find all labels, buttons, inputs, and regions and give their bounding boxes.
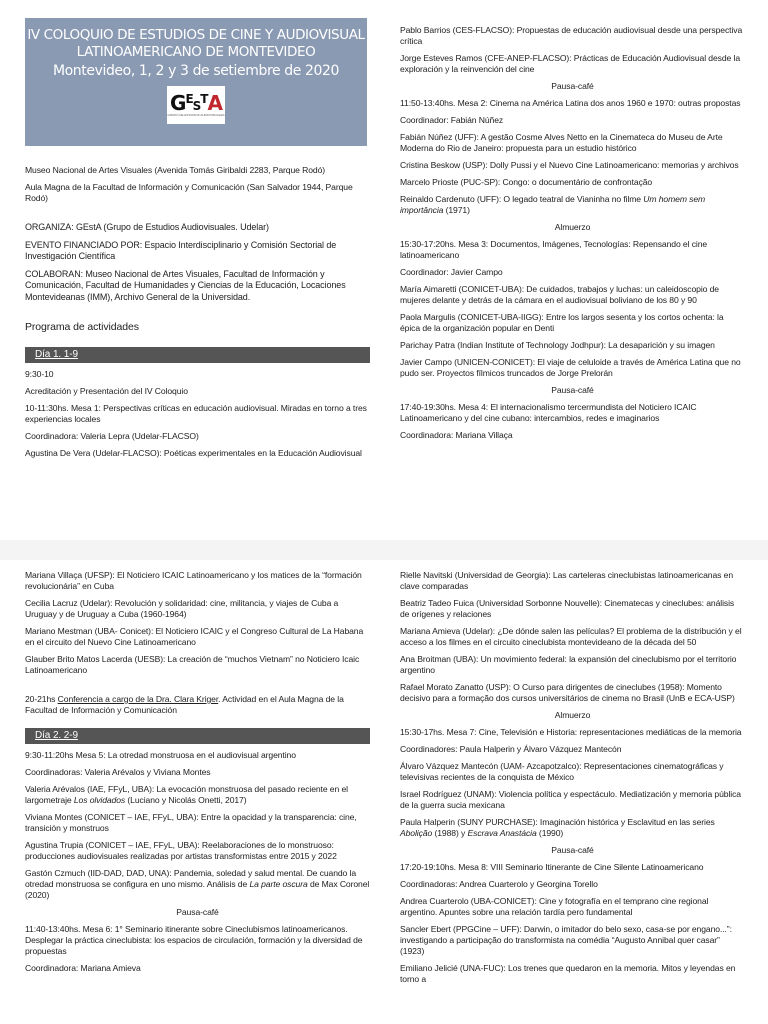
presenter-text: (Luciano y Nicolás Onetti, 2017): [125, 795, 247, 805]
programa-title: Programa de actividades: [25, 321, 139, 334]
mesa-3-presenter: Paola Margulis (CONICET-UBA-IIGG): Entre los largos sesenta y los cortos ochenta: la épica de la organización popular en Denti: [400, 312, 724, 333]
mesa-2-coordinator: Coordinador: Fabián Núñez: [400, 115, 504, 125]
mesa-1-presenter: Pablo Barrios (CES-FLACSO): Propuestas de educación audiovisual desde una perspectiva crítica: [400, 25, 743, 46]
mesa-6-title: 11:40-13:40hs. Mesa 6: 1° Seminario itinerante sobre Cineclubismos latinoamericanos. Desplegar la práctica cineclubista: los espacios de circulación, formación y la diversidad de propuestas: [25, 924, 363, 956]
mesa-5-coordinator: Coordinadoras: Valeria Arévalos y Viviana Montes: [25, 767, 211, 777]
mesa-7-presenter: [400, 817, 745, 839]
mesa-8-coordinator: Coordinadoras: Andrea Cuarterolo y Georgina Torello: [400, 879, 598, 889]
header-title-line-1: IV COLOQUIO DE ESTUDIOS DE CINE Y AUDIOVISUAL: [27, 27, 365, 43]
pausa-cafe: Pausa-café: [176, 907, 219, 917]
mesa-4-presenter: Cecilia Lacruz (Udelar): Revolución y solidaridad: cine, militancia, y viajes de Cuba a Uruguay y de Uruguay a Cuba (1960-1964): [25, 598, 339, 619]
mesa-3-presenter: Parichay Patra (Indian Institute of Technology Jodhpur): La desaparición y su imagen: [400, 340, 715, 350]
venue-aula-magna: Aula Magna de la Facultad de Información y Comunicación (San Salvador 1944, Parque Rodó): [25, 182, 353, 203]
mesa-3-coordinator: Coordinador: Javier Campo: [400, 267, 503, 277]
organiza-text: ORGANIZA: GEstA (Grupo de Estudios Audiovisuales. Udelar): [25, 222, 269, 232]
mesa-7-title: 15:30-17hs. Mesa 7: Cine, Televisión e Historia: representaciones mediáticas de la memoria: [400, 727, 742, 737]
conferencia-speaker: Conferencia a cargo de la Dra. Clara Kriger: [57, 694, 219, 704]
day1-time: 9:30-10: [25, 368, 54, 379]
mesa-2-presenter: [400, 194, 745, 216]
program-page-2: [0, 560, 768, 1024]
film-title: Los olvidados: [73, 795, 126, 805]
mesa-8-presenter: Andrea Cuarterolo (UBA-CONICET): Cine y fotografía en el temprano cine regional argentino. Apuntes sobre una relación tardía pero fundamental: [400, 896, 709, 917]
logo-letter-s: S: [192, 99, 201, 114]
logo-letter-t: T: [200, 92, 208, 107]
presenter-text: (1971): [443, 205, 470, 215]
right-column-page-2: [400, 570, 745, 991]
mesa-5-title: 9:30-11:20hs Mesa 5: La otredad monstruosa en el audiovisual argentino: [25, 750, 296, 760]
mesa-2-presenter: Fabián Núñez (UFF): A gestão Cosme Alves Netto en la Cinemateca do Museu de Arte Moderna do Rio de Janeiro: propuesta para un estudio histórico: [400, 132, 723, 153]
mesa-2-presenter: Cristina Beskow (USP): Dolly Pussi y el Nuevo Cine Latinoamericano: memorias y archivos: [400, 160, 739, 170]
mesa-6-coordinator: Coordinadora: Mariana Amieva: [25, 963, 141, 973]
mesa-6-presenter: Ana Broitman (UBA): Un movimiento federal: la expansión del cineclubismo por el territorio argentino: [400, 654, 737, 675]
colaboran-text: COLABORAN: Museo Nacional de Artes Visuales, Facultad de Información y Comunicación, Facultad de Humanidades y Ciencias de la Educación, Locaciones Montevideanas (IMM), Archivo General de la Universidad.: [25, 268, 346, 302]
left-column-page-1: [25, 165, 370, 465]
film-title: Um homem sem importância: [400, 194, 706, 215]
financiado-text: EVENTO FINANCIADO POR: Espacio Interdisciplinario y Comisión Sectorial de Investigación Científica: [25, 239, 337, 262]
mesa-5-presenter: [25, 868, 370, 901]
mesa-3-presenter: María Aimaretti (CONICET-UBA): De cuidados, trabajos y luchas: un caleidoscopio de mujeres delante y detrás de la cámara en el audiovisual boliviano de los 80 y 90: [400, 284, 719, 305]
left-column-page-2: [25, 570, 370, 980]
mesa-1-title: 10-11:30hs. Mesa 1: Perspectivas críticas en educación audiovisual. Miradas en torno a tres experiencias locales: [25, 402, 367, 424]
gesta-logo: [167, 86, 225, 124]
mesa-6-presenter: Mariana Amieva (Udelar): ¿De dónde salen las películas? El problema de la distribución y el acceso a los filmes en el circuito cineclubista montevideano de la década del 50: [400, 626, 742, 647]
logo-letter-a: A: [207, 91, 222, 116]
day-2-header: Día 2. 2-9: [25, 728, 370, 744]
mesa-6-presenter: Rielle Navitski (Universidad de Georgia): Las carteleras cineclubistas latinoamericanas en clave comparadas: [400, 570, 733, 591]
mesa-8-presenter: Emiliano Jelicié (UNA-FUC): Los trenes que quedaron en la memoria. Mitos y leyendas en torno a: [400, 963, 736, 984]
mesa-5-presenter: Viviana Montes (CONICET – IAE, FFyL, UBA): Entre la opacidad y la transparencia: cine, transición y monstruos: [25, 812, 357, 833]
mesa-2-presenter: Marcelo Prioste (PUC-SP): Congo: o documentário de confrontação: [400, 177, 653, 187]
conferencia-details: . Actividad en el Aula Magna de la Facultad de Información y Comunicación: [25, 694, 344, 715]
almuerzo: Almuerzo: [554, 710, 591, 720]
mesa-4-presenter: Mariana Villaça (UFSP): El Noticiero ICAIC Latinoamericano y los matices de la “formación revolucionária” en Cuba: [25, 570, 362, 591]
presenter-text: Reinaldo Cardenuto (UFF): O legado teatral de Vianinha no filme: [400, 194, 644, 204]
presenter-text: Valeria Arévalos (IAE, FFyL, UBA): La evocación monstruosa del pasado reciente en el largometraje: [25, 784, 348, 805]
header-dates: Montevideo, 1, 2 y 3 de setiembre de 2020: [52, 62, 340, 79]
mesa-5-presenter: [25, 784, 370, 806]
film-title: La parte oscura: [249, 879, 308, 889]
logo-letter-e: E: [185, 92, 193, 107]
presenter-text: (1990): [536, 828, 564, 838]
mesa-1-presenter: Jorge Esteves Ramos (CFE-ANEP-FLACSO): Prácticas de Educación Audiovisual desde la exploración y la reinvención del cine: [400, 53, 740, 74]
header-banner: [25, 18, 367, 146]
mesa-7-presenter: Israel Rodríguez (UNAM): Violencia política y espectáculo. Mediatización y memoria pública de la guerra sucia mexicana: [400, 789, 741, 810]
series-title: Escrava Anastácia: [467, 828, 537, 838]
mesa-7-coordinator: Coordinadores: Paula Halperin y Álvaro Vázquez Mantecón: [400, 744, 622, 754]
mesa-5-presenter: Agustina Trupia (CONICET – IAE, FFyL, UBA): Reelaboraciones de lo monstruoso: producciones audiovisuales realizadas por artistas transformistas entre 2015 y 2022: [25, 840, 337, 861]
conferencia: [25, 694, 370, 716]
mesa-8-presenter: Sancler Ebert (PPGCine – UFF): Darwin, o imitador do belo sexo, casa-se por engano...”: investigando a participação do transformista na comédia “Augusto Annibal quer casar” (1923): [400, 924, 732, 956]
almuerzo: Almuerzo: [554, 222, 591, 232]
page-separator: [0, 540, 768, 560]
mesa-4-presenter: Mariano Mestman (UBA- Conicet): El Noticiero ICAIC y el Congreso Cultural de La Habana en el circuito del Nuevo Cine Latinoamericano: [25, 626, 364, 647]
series-title: Abolição: [400, 828, 433, 838]
logo-subtitle: GRUPO DE ESTUDIOS AUDIOVISUALES: [167, 113, 225, 118]
mesa-7-presenter: Álvaro Vázquez Mantecón (UAM- Azcapotzalco): Representaciones cinematográficas y televisivas recientes de la conquista de México: [400, 761, 724, 782]
presenter-text: Gastón Czmuch (IID-DAD, DAD, UNA): Pandemia, soledad y salud mental. De cuando la otredad monstruosa se configura en uno mismo. Análisis de: [25, 868, 357, 889]
mesa-4-coordinator: Coordinadora: Mariana Villaça: [400, 430, 513, 440]
pausa-cafe: Pausa-café: [551, 845, 594, 855]
logo-letter-g: G: [170, 91, 186, 116]
mesa-6-presenter: Beatriz Tadeo Fuica (Universidad Sorbonne Nouvelle): Cinematecas y cineclubes: análisis de orígenes y relaciones: [400, 598, 735, 619]
venue-museo: Museo Nacional de Artes Visuales (Avenida Tomás Giribaldi 2283, Parque Rodó): [25, 165, 326, 175]
mesa-4-presenter: Glauber Brito Matos Lacerda (UESB): La creación de “muchos Vietnam” no Noticiero Icaic Latinoamericano: [25, 654, 360, 675]
day-1-header: Día 1. 1-9: [25, 347, 370, 363]
acreditacion-text: Acreditación y Presentación del IV Coloquio: [25, 385, 188, 396]
presenter-text: de Max Coronel (2020): [25, 879, 370, 900]
presenter-text: (1988) y: [432, 828, 468, 838]
mesa-6-presenter: Rafael Morato Zanatto (USP): O Curso para dirigentes de cineclubes (1958): Momento decisivo para a formação dos cursos universitários de cinema no Brasil (UnB e ECA-USP): [400, 682, 735, 703]
mesa-1-coordinator: Coordinadora: Valeria Lepra (Udelar-FLACSO): [25, 430, 199, 441]
presenter-text: Paula Halperin (SUNY PURCHASE): Imaginación histórica y Esclavitud en las series: [400, 817, 715, 827]
mesa-2-title: 11:50-13:40hs. Mesa 2: Cinema na América Latina dos anos 1960 e 1970: outras propostas: [400, 98, 741, 108]
header-title-line-2: LATINOAMERICANO DE MONTEVIDEO: [76, 43, 316, 60]
mesa-3-title: 15:30-17:20hs. Mesa 3: Documentos, Imágenes, Tecnologías: Repensando el cine latinoamericano: [400, 239, 708, 260]
conferencia-time: 20-21hs: [25, 694, 58, 704]
mesa-8-title: 17:20-19:10hs. Mesa 8: VIII Seminario Itinerante de Cine Silente Latinoamericano: [400, 862, 704, 872]
right-column-page-1: [400, 25, 745, 447]
pausa-cafe: Pausa-café: [551, 385, 594, 395]
mesa-3-presenter: Javier Campo (UNICEN-CONICET): El viaje de celuloide a través de América Latina que no pudo ser. Proyectos fílmicos truncados de Jorge Prelorán: [400, 357, 741, 378]
mesa-4-title: 17:40-19:30hs. Mesa 4: El internacionalismo tercermundista del Noticiero ICAIC Latinoamericano y del cine cubano: intercambios, redes e imaginarios: [400, 402, 697, 423]
mesa-1-presenter: Agustina De Vera (Udelar-FLACSO): Poéticas experimentales en la Educación Audiovisual: [25, 447, 362, 458]
pausa-cafe: Pausa-café: [551, 81, 594, 91]
